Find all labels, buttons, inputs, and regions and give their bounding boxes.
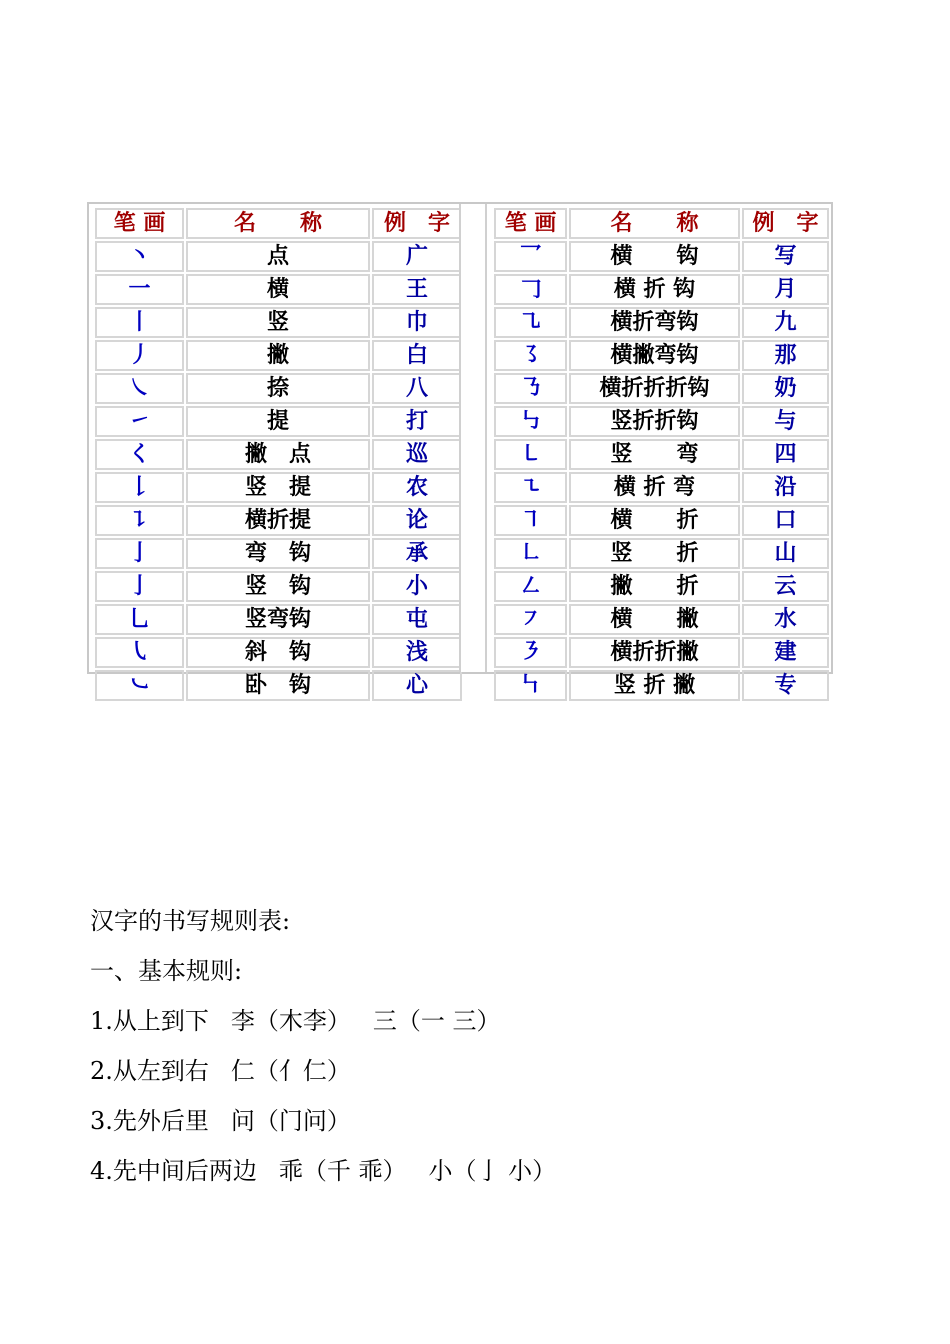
rule-item: [90, 1155, 870, 1205]
table-row: [494, 472, 829, 503]
stroke-name: 竖 钩: [186, 571, 370, 602]
example-char: 巾: [372, 307, 462, 338]
example-char: 广: [372, 241, 462, 272]
stroke-glyph: ㇃: [95, 670, 184, 701]
table-header-row: [95, 208, 462, 239]
stroke-glyph: 一: [95, 274, 184, 305]
rule-example: 三（一 三）: [372, 1007, 501, 1035]
table-row: [95, 538, 462, 569]
stroke-glyph: ㇈: [494, 307, 567, 338]
stroke-name: 竖 折: [569, 538, 740, 569]
example-char: 奶: [742, 373, 829, 404]
stroke-name: 横折弯钩: [569, 307, 740, 338]
example-char: 巡: [372, 439, 462, 470]
stroke-glyph: ㇗: [494, 538, 567, 569]
rule-example: 问（门问）: [230, 1107, 351, 1135]
rule-item: [90, 1055, 870, 1105]
stroke-name: 提: [186, 406, 370, 437]
stroke-glyph: 𠄌: [95, 472, 184, 503]
stroke-glyph: ㇄: [494, 439, 567, 470]
rule-item: [90, 1005, 870, 1055]
example-char: 王: [372, 274, 462, 305]
stroke-glyph: ㇂: [95, 637, 184, 668]
stroke-name: 竖 弯: [569, 439, 740, 470]
table-row: [494, 538, 829, 569]
rule-label: 4.先中间后两边: [90, 1157, 257, 1185]
stroke-table-left-grid: [93, 206, 464, 703]
stroke-glyph: ㇡: [494, 373, 567, 404]
stroke-name: 竖 提: [186, 472, 370, 503]
rule-label: 1.从上到下: [90, 1007, 209, 1035]
stroke-name: 横撇弯钩: [569, 340, 740, 371]
stroke-name: 竖: [186, 307, 370, 338]
example-char: 小: [372, 571, 462, 602]
example-char: 屯: [372, 604, 462, 635]
stroke-glyph: 丿: [95, 340, 184, 371]
table-row: [95, 571, 462, 602]
stroke-glyph: 亅: [95, 571, 184, 602]
table-row: [494, 373, 829, 404]
table-row: [494, 637, 829, 668]
table-row: [95, 241, 462, 272]
header-stroke: 笔 画: [95, 208, 184, 239]
stroke-glyph: ㇕: [494, 505, 567, 536]
writing-rules: [90, 905, 870, 1205]
table-row: [494, 670, 829, 701]
example-char: 建: [742, 637, 829, 668]
stroke-glyph: ㇌: [494, 340, 567, 371]
stroke-glyph: ㇇: [494, 604, 567, 635]
example-char: 浅: [372, 637, 462, 668]
stroke-name: 捺: [186, 373, 370, 404]
stroke-name: 横折折折钩: [569, 373, 740, 404]
stroke-name: 竖折折钩: [569, 406, 740, 437]
table-row: [95, 670, 462, 701]
example-char: 云: [742, 571, 829, 602]
example-char: 口: [742, 505, 829, 536]
stroke-name: 横 折 弯: [569, 472, 740, 503]
header-example: 例 字: [742, 208, 829, 239]
stroke-name: 竖 折 撇: [569, 670, 740, 701]
stroke-glyph: 乚: [95, 604, 184, 635]
table-row: [494, 274, 829, 305]
stroke-glyph: ㇞: [494, 670, 567, 701]
header-name: 名 称: [569, 208, 740, 239]
stroke-name: 横折折撇: [569, 637, 740, 668]
table-row: [494, 439, 829, 470]
example-char: 心: [372, 670, 462, 701]
example-char: 与: [742, 406, 829, 437]
stroke-table-left: [93, 206, 464, 703]
example-char: 九: [742, 307, 829, 338]
stroke-name: 撇 点: [186, 439, 370, 470]
stroke-table-right: [492, 206, 831, 703]
example-char: 打: [372, 406, 462, 437]
stroke-name: 弯 钩: [186, 538, 370, 569]
table-row: [95, 439, 462, 470]
example-char: 八: [372, 373, 462, 404]
stroke-name: 斜 钩: [186, 637, 370, 668]
stroke-name: 横 钩: [569, 241, 740, 272]
example-char: 专: [742, 670, 829, 701]
example-char: 水: [742, 604, 829, 635]
stroke-glyph: 𠃌: [494, 274, 567, 305]
table-row: [494, 340, 829, 371]
rule-label: 2.从左到右: [90, 1057, 209, 1085]
example-char: 沿: [742, 472, 829, 503]
table-row: [494, 604, 829, 635]
stroke-glyph: ㇊: [95, 505, 184, 536]
example-char: 月: [742, 274, 829, 305]
stroke-glyph: 丨: [95, 307, 184, 338]
example-char: 写: [742, 241, 829, 272]
rule-item: [90, 1105, 870, 1155]
table-row: [95, 340, 462, 371]
rule-example: 乖（千 乖）: [278, 1157, 407, 1185]
stroke-name: 横 撇: [569, 604, 740, 635]
table-row: [95, 472, 462, 503]
table-row: [95, 637, 462, 668]
example-char: 白: [372, 340, 462, 371]
example-char: 那: [742, 340, 829, 371]
table-row: [95, 604, 462, 635]
rule-example: 李（木李）: [230, 1007, 351, 1035]
example-char: 四: [742, 439, 829, 470]
stroke-table: [87, 202, 833, 698]
table-row: [494, 241, 829, 272]
rule-example: 小（亅 小）: [428, 1157, 557, 1185]
table-row: [494, 505, 829, 536]
stroke-name: 竖弯钩: [186, 604, 370, 635]
stroke-glyph: ㇀: [95, 406, 184, 437]
stroke-name: 横 折 钩: [569, 274, 740, 305]
rule-example: 仁（亻仁）: [230, 1057, 351, 1085]
example-char: 承: [372, 538, 462, 569]
example-char: 农: [372, 472, 462, 503]
table-row: [95, 307, 462, 338]
stroke-name: 点: [186, 241, 370, 272]
stroke-name: 横 折: [569, 505, 740, 536]
stroke-glyph: ㇋: [494, 637, 567, 668]
stroke-glyph: ㇍: [494, 472, 567, 503]
rules-section-heading: 一、基本规则:: [90, 957, 243, 985]
rules-title: 汉字的书写规则表:: [90, 907, 291, 935]
stroke-name: 卧 钩: [186, 670, 370, 701]
table-row: [494, 571, 829, 602]
stroke-glyph: 丶: [95, 241, 184, 272]
stroke-glyph: ㇜: [494, 571, 567, 602]
header-stroke: 笔 画: [494, 208, 567, 239]
header-example: 例 字: [372, 208, 462, 239]
header-name: 名 称: [186, 208, 370, 239]
stroke-name: 横折提: [186, 505, 370, 536]
stroke-name: 撇: [186, 340, 370, 371]
table-row: [494, 406, 829, 437]
stroke-glyph: 乛: [494, 241, 567, 272]
stroke-table-right-grid: [492, 206, 831, 703]
table-row: [95, 406, 462, 437]
stroke-glyph: 亅: [95, 538, 184, 569]
stroke-glyph: ㇉: [494, 406, 567, 437]
stroke-name: 横: [186, 274, 370, 305]
rule-label: 3.先外后里: [90, 1107, 209, 1135]
table-row: [95, 274, 462, 305]
table-row: [95, 505, 462, 536]
table-row: [95, 373, 462, 404]
table-header-row: [494, 208, 829, 239]
stroke-name: 撇 折: [569, 571, 740, 602]
table-row: [494, 307, 829, 338]
example-char: 山: [742, 538, 829, 569]
stroke-glyph: く: [95, 439, 184, 470]
example-char: 论: [372, 505, 462, 536]
stroke-glyph: ㇏: [95, 373, 184, 404]
table-divider: [459, 204, 487, 672]
